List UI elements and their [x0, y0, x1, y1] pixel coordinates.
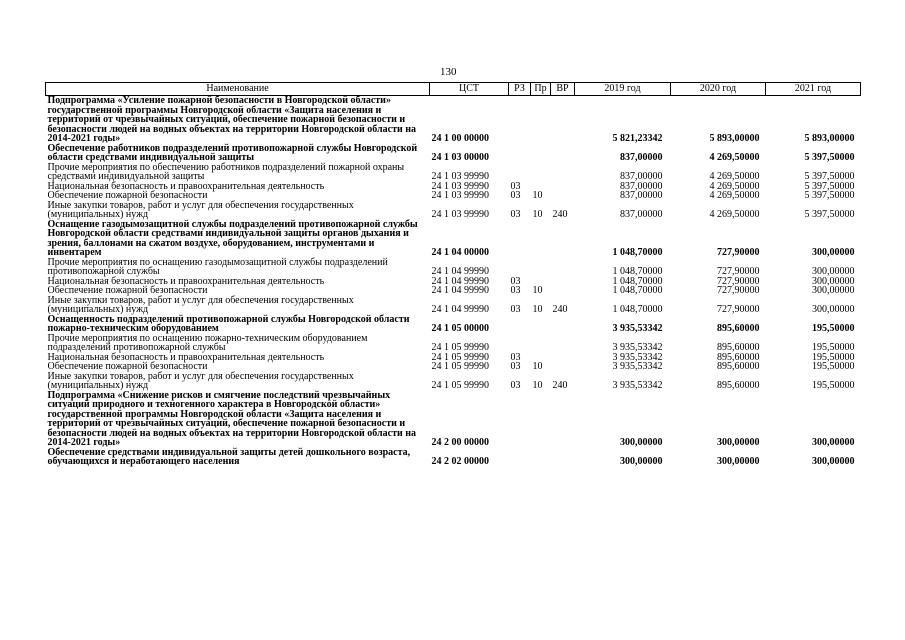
cell-pr [531, 334, 551, 353]
header-name: Наименование [46, 83, 430, 96]
cell-rz [509, 315, 531, 334]
cell-rz: 03 [510, 180, 521, 192]
cell-rz [509, 163, 531, 182]
cell-vr: 240 [552, 304, 568, 315]
cell-2020: 895,60000 [717, 380, 760, 391]
table-body [46, 96, 861, 467]
cell-rz: 03 [510, 361, 521, 372]
cell-name: Обеспечение работников подразделений противопожарной службы Новгородской области средствами индивидуальной защиты [47, 142, 418, 163]
cell-pr [531, 163, 551, 182]
cell-rz: 03 [510, 209, 521, 220]
cell-rz: 03 [510, 304, 521, 315]
cell-cst: 24 1 03 99990 [431, 180, 489, 192]
cell-pr [531, 258, 551, 277]
cell-2019: 300,00000 [620, 437, 663, 448]
cell-cst: 24 1 04 99990 [431, 266, 489, 277]
cell-vr [551, 448, 575, 467]
cell-name: Национальная безопасность и правоохранительная деятельность [47, 275, 325, 287]
cell-2021: 5 397,50000 [804, 152, 855, 163]
cell-2020: 727,90000 [717, 275, 760, 287]
cell-pr: 10 [532, 361, 543, 372]
cell-vr [551, 191, 575, 201]
cell-2019: 1 048,70000 [612, 304, 663, 315]
table-row [46, 96, 861, 144]
table-row [46, 201, 861, 220]
table-row [46, 391, 861, 448]
cell-name: Иные закупки товаров, работ и услуг для обеспечения государственных (муниципальных) нужд [47, 199, 354, 220]
cell-vr [551, 286, 575, 296]
cell-cst: 24 1 05 99990 [431, 342, 489, 353]
cell-vr [551, 353, 575, 363]
cell-name: Прочие мероприятия по оснащению газодымозащитной службы подразделений противопожарной службы [47, 256, 388, 277]
cell-2021: 195,50000 [812, 323, 855, 334]
cell-pr: 10 [532, 190, 543, 201]
cell-cst: 24 1 03 00000 [431, 152, 489, 163]
cell-2020: 727,90000 [717, 285, 760, 296]
header-2019: 2019 год [575, 83, 671, 96]
cell-pr [531, 96, 551, 144]
cell-vr [551, 96, 575, 144]
cell-name: Оснащенность подразделений противопожарной службы Новгородской области пожарно-техническим оборудованием [47, 313, 410, 334]
cell-2020: 4 269,50000 [709, 180, 760, 192]
cell-2019: 837,00000 [620, 190, 663, 201]
cell-2021: 5 893,00000 [804, 133, 855, 144]
cell-vr [551, 277, 575, 287]
cell-2019: 5 821,23342 [612, 133, 663, 144]
cell-2021: 5 397,50000 [804, 190, 855, 201]
cell-2019: 3 935,53342 [612, 342, 663, 353]
header-2021: 2021 год [766, 83, 861, 96]
cell-cst: 24 1 03 99990 [431, 190, 489, 201]
table-header-row [46, 83, 861, 96]
cell-2020: 5 893,00000 [709, 133, 760, 144]
cell-vr [551, 258, 575, 277]
table-row [46, 296, 861, 315]
header-vr: ВР [551, 83, 575, 96]
cell-pr: 10 [532, 285, 543, 296]
cell-cst: 24 1 05 99990 [431, 351, 489, 363]
cell-2021: 300,00000 [812, 285, 855, 296]
cell-vr [551, 391, 575, 448]
cell-2021: 5 397,50000 [804, 171, 855, 182]
header-2020: 2020 год [671, 83, 766, 96]
cell-pr [531, 144, 551, 163]
cell-name: Иные закупки товаров, работ и услуг для обеспечения государственных (муниципальных) нужд [47, 294, 354, 315]
table-row [46, 448, 861, 467]
cell-2020: 300,00000 [717, 456, 760, 467]
cell-2021: 300,00000 [812, 437, 855, 448]
cell-rz [509, 391, 531, 448]
cell-name: Национальная безопасность и правоохранительная деятельность [47, 351, 325, 363]
cell-cst: 24 1 03 99990 [431, 171, 489, 182]
cell-2020: 4 269,50000 [709, 209, 760, 220]
cell-pr [531, 315, 551, 334]
cell-cst: 24 1 04 99990 [431, 275, 489, 287]
cell-vr [551, 362, 575, 372]
cell-2020: 727,90000 [717, 247, 760, 258]
cell-2021: 300,00000 [812, 266, 855, 277]
cell-name: Обеспечение пожарной безопасности [47, 190, 208, 201]
cell-name: Обеспечение пожарной безопасности [47, 285, 208, 296]
cell-pr [531, 448, 551, 467]
table-row [46, 258, 861, 277]
cell-2020: 300,00000 [717, 437, 760, 448]
header-pr: Пр [531, 83, 551, 96]
cell-pr: 10 [532, 380, 543, 391]
cell-2020: 727,90000 [717, 266, 760, 277]
cell-2020: 895,60000 [717, 323, 760, 334]
cell-2021: 195,50000 [812, 342, 855, 353]
cell-pr: 10 [532, 304, 543, 315]
cell-rz: 03 [510, 285, 521, 296]
table-row [46, 372, 861, 391]
cell-rz [509, 448, 531, 467]
cell-2019: 3 935,53342 [612, 380, 663, 391]
cell-2019: 837,00000 [620, 180, 663, 192]
cell-2019: 300,00000 [620, 456, 663, 467]
cell-2021: 195,50000 [812, 361, 855, 372]
cell-cst: 24 1 00 00000 [431, 133, 489, 144]
cell-name: Прочие мероприятия по оснащению пожарно-техническим оборудованием подразделений противопожарной службы [47, 332, 368, 353]
cell-2021: 195,50000 [812, 380, 855, 391]
cell-cst: 24 1 05 00000 [431, 323, 489, 334]
header-rz: РЗ [509, 83, 531, 96]
cell-name: Прочие мероприятия по обеспечению работников подразделений пожарной охраны средствами индивидуальной защиты [47, 161, 405, 182]
cell-name: Обеспечение средствами индивидуальной защиты детей дошкольного возраста, обучающихся и неработающего населения [47, 446, 411, 467]
cell-rz [509, 258, 531, 277]
cell-cst: 24 1 04 99990 [431, 304, 489, 315]
cell-vr [551, 182, 575, 192]
cell-rz [509, 220, 531, 258]
cell-rz: 03 [510, 190, 521, 201]
cell-2019: 1 048,70000 [612, 275, 663, 287]
cell-pr [531, 391, 551, 448]
cell-2020: 727,90000 [717, 304, 760, 315]
table-row [46, 315, 861, 334]
cell-2021: 300,00000 [812, 247, 855, 258]
cell-name: Подпрограмма «Снижение рисков и смягчение последствий чрезвычайных ситуаций природного и техногенного характера в Новгородской области» государственной программы Новгородской области «Защита населения и территорий от чрезвычайных ситуаций, обеспечение пожарной безопасности и безопасности людей на водных объектах на территории Новгородской области на 2014-2021 годы» [47, 389, 417, 448]
cell-name: Обеспечение пожарной безопасности [47, 361, 208, 372]
cell-2019: 1 048,70000 [612, 247, 663, 258]
cell-2019: 3 935,53342 [612, 351, 663, 363]
cell-vr: 240 [552, 209, 568, 220]
cell-2019: 3 935,53342 [612, 323, 663, 334]
cell-name: Иные закупки товаров, работ и услуг для обеспечения государственных (муниципальных) нужд [47, 370, 354, 391]
table-row [46, 163, 861, 182]
cell-2019: 1 048,70000 [612, 266, 663, 277]
cell-cst: 24 1 04 99990 [431, 285, 489, 296]
cell-2021: 300,00000 [812, 304, 855, 315]
header-cst: ЦСТ [430, 83, 509, 96]
cell-2021: 5 397,50000 [804, 180, 855, 192]
cell-rz [509, 96, 531, 144]
cell-2020: 4 269,50000 [709, 171, 760, 182]
cell-rz: 03 [510, 275, 521, 287]
cell-2019: 837,00000 [620, 171, 663, 182]
cell-cst: 24 1 05 99990 [431, 361, 489, 372]
cell-name: Подпрограмма «Усиление пожарной безопасности в Новгородской области» государственной программы Новгородской области «Защита населения и территорий от чрезвычайных ситуаций, обеспечение пожарной безопасности и безопасности людей на водных объектах на территории Новгородской области на 2014-2021 годы» [47, 95, 417, 144]
cell-vr [551, 315, 575, 334]
cell-2020: 895,60000 [717, 351, 760, 363]
cell-2019: 1 048,70000 [612, 285, 663, 296]
cell-rz [509, 144, 531, 163]
cell-cst: 24 1 04 00000 [431, 247, 489, 258]
cell-2020: 4 269,50000 [709, 190, 760, 201]
cell-2021: 5 397,50000 [804, 209, 855, 220]
cell-name: Национальная безопасность и правоохранительная деятельность [47, 180, 325, 192]
cell-vr [551, 220, 575, 258]
cell-2021: 300,00000 [812, 275, 855, 287]
cell-2020: 4 269,50000 [709, 152, 760, 163]
cell-2019: 837,00000 [620, 209, 663, 220]
budget-table [45, 82, 861, 467]
cell-2019: 3 935,53342 [612, 361, 663, 372]
page-number: 130 [440, 66, 457, 78]
cell-2019: 837,00000 [620, 152, 663, 163]
cell-vr: 240 [552, 380, 568, 391]
cell-2020: 895,60000 [717, 342, 760, 353]
cell-pr: 10 [532, 209, 543, 220]
cell-rz: 03 [510, 351, 521, 363]
cell-name: Оснащение газодымозащитной службы подразделений противопожарной службы Новгородской области средствами индивидуальной защиты органов дыхания и зрения, баллонами на сжатом воздухе, оборудованием, инструментами и инвентарем [47, 218, 418, 258]
cell-rz [509, 334, 531, 353]
cell-vr [551, 144, 575, 163]
cell-vr [551, 334, 575, 353]
cell-cst: 24 2 00 00000 [431, 437, 489, 448]
cell-2020: 895,60000 [717, 361, 760, 372]
table-row [46, 220, 861, 258]
cell-pr [531, 220, 551, 258]
table-row [46, 144, 861, 163]
cell-cst: 24 2 02 00000 [431, 456, 489, 467]
cell-cst: 24 1 03 99990 [431, 209, 489, 220]
cell-2021: 195,50000 [812, 351, 855, 363]
table-row [46, 334, 861, 353]
cell-rz: 03 [510, 380, 521, 391]
cell-vr [551, 163, 575, 182]
cell-cst: 24 1 05 99990 [431, 380, 489, 391]
cell-2021: 300,00000 [812, 456, 855, 467]
